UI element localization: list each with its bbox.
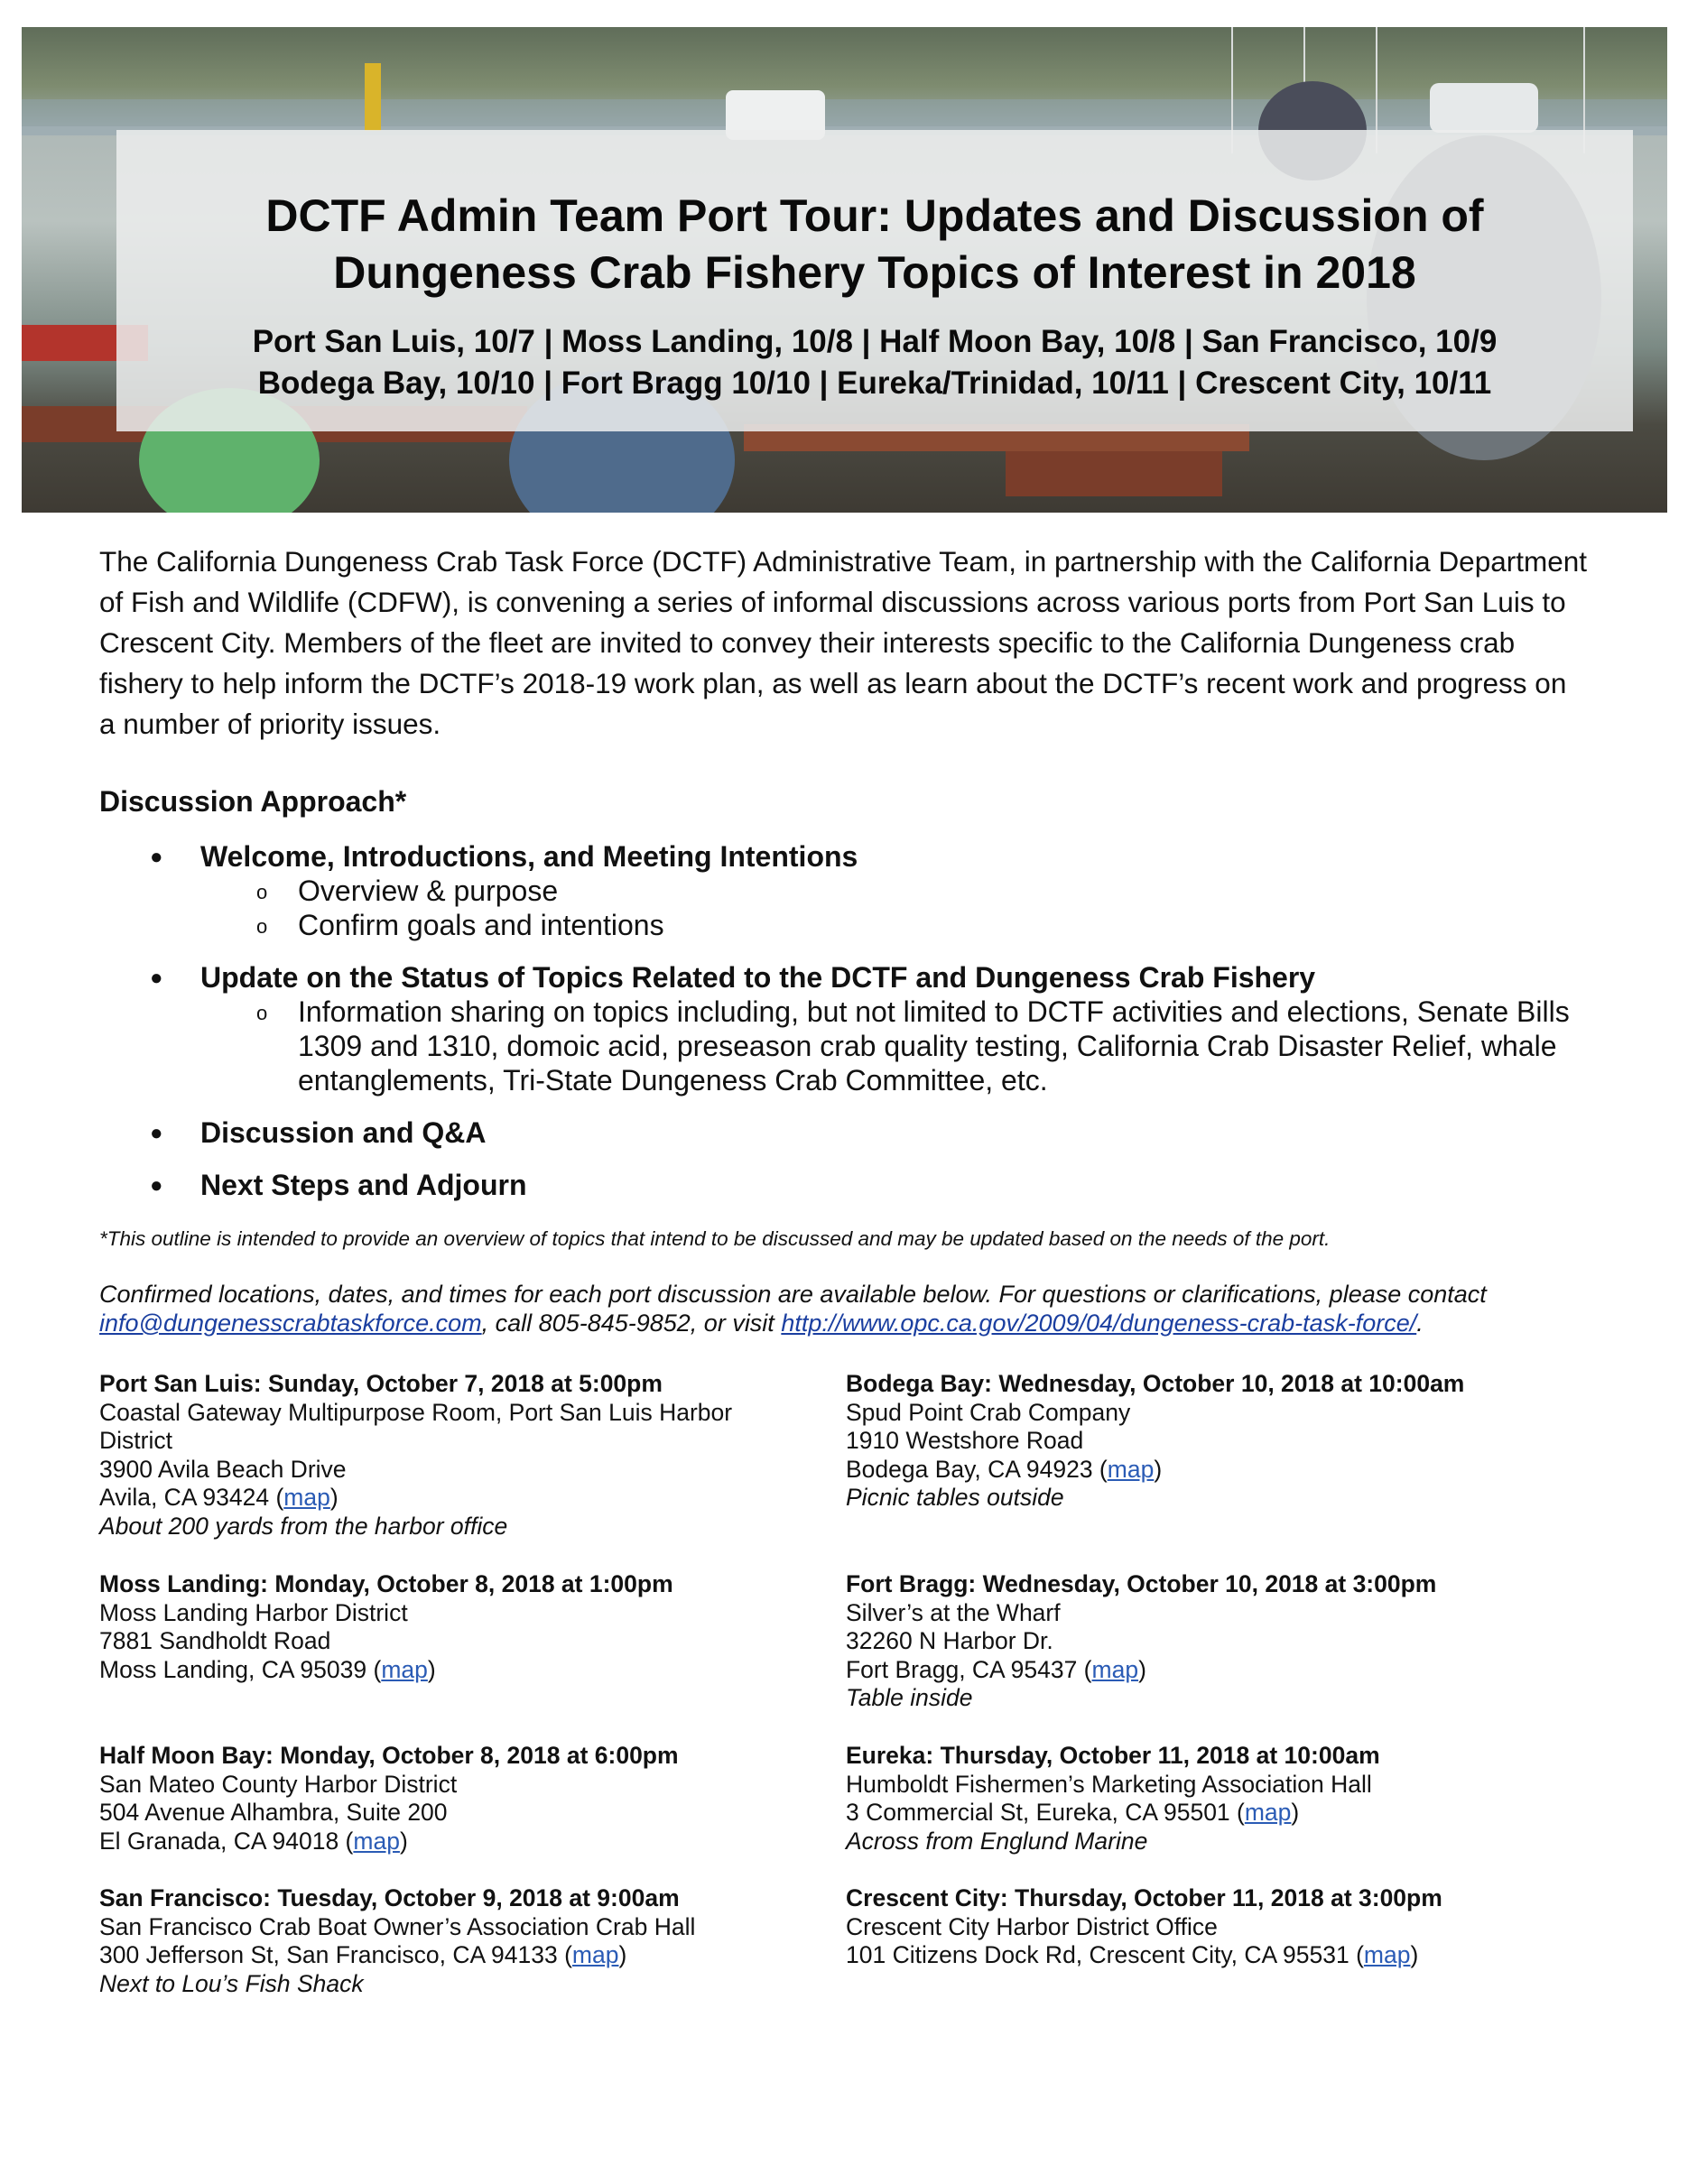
location-port-san-luis — [99, 1370, 803, 1541]
location-note: Picnic tables outside — [846, 1484, 1064, 1511]
location-line: 3900 Avila Beach Drive — [99, 1455, 347, 1483]
circle-bullet-icon: o — [256, 1002, 268, 1024]
agenda-item — [99, 1115, 1589, 1150]
agenda-subitem — [200, 908, 1589, 942]
address-text: 300 Jefferson St, San Francisco, CA 94133 ( — [99, 1941, 572, 1968]
location-moss-landing — [99, 1570, 803, 1684]
agenda-item — [99, 839, 1589, 942]
address-text: 101 Citizens Dock Rd, Crescent City, CA 95531 ( — [846, 1941, 1364, 1968]
location-heading: Port San Luis: Sunday, October 7, 2018 at 5:00pm — [99, 1370, 663, 1397]
title-line-1: DCTF Admin Team Port Tour: Updates and Discussion of — [265, 190, 1484, 241]
map-link[interactable]: map — [1244, 1799, 1292, 1826]
agenda-item — [99, 960, 1589, 1097]
map-link[interactable]: map — [381, 1655, 428, 1683]
location-note: Next to Lou’s Fish Shack — [99, 1969, 364, 1997]
agenda-subitem-text: Overview & purpose — [298, 875, 559, 907]
agenda-item-label: Next Steps and Adjourn — [200, 1169, 527, 1201]
bullet-icon: ● — [150, 966, 163, 990]
location-line: San Francisco Crab Boat Owner’s Association Crab Hall — [99, 1912, 696, 1940]
address-text: Moss Landing, CA 95039 ( — [99, 1655, 382, 1683]
location-line: Silver’s at the Wharf — [846, 1598, 1061, 1626]
bullet-icon: ● — [150, 1121, 163, 1145]
address-text: ) — [618, 1941, 627, 1968]
header-banner-photo — [22, 27, 1667, 513]
agenda-subitem — [200, 995, 1589, 1097]
location-heading: Moss Landing: Monday, October 8, 2018 at 1:00pm — [99, 1570, 673, 1597]
location-address-line — [99, 1656, 803, 1685]
circle-bullet-icon: o — [256, 881, 268, 903]
title-overlay-box — [116, 130, 1633, 431]
agenda-sublist — [200, 995, 1589, 1097]
address-text: ) — [427, 1655, 436, 1683]
contact-text: Confirmed locations, dates, and times for each port discussion are available below. For questions or clarifications, please contact — [99, 1281, 1487, 1308]
bullet-icon: ● — [150, 845, 163, 869]
agenda-sublist — [200, 874, 1589, 942]
location-address-line — [99, 1484, 803, 1513]
location-address-line — [99, 1828, 803, 1856]
location-note: Across from Englund Marine — [846, 1827, 1148, 1855]
location-heading: Half Moon Bay: Monday, October 8, 2018 at 6:00pm — [99, 1742, 679, 1769]
agenda-list — [99, 839, 1589, 1220]
location-half-moon-bay — [99, 1742, 803, 1855]
agenda-item-label: Update on the Status of Topics Related to the DCTF and Dungeness Crab Fishery — [200, 961, 1316, 994]
location-address-line — [846, 1941, 1550, 1970]
location-bodega-bay — [846, 1370, 1550, 1513]
outline-footnote: *This outline is intended to provide an overview of topics that intend to be discussed and may be updated based on the needs of the port. — [99, 1227, 1331, 1250]
address-text: 3 Commercial St, Eureka, CA 95501 ( — [846, 1799, 1245, 1826]
agenda-subitem — [200, 874, 1589, 908]
address-text: ) — [329, 1484, 339, 1511]
bullet-icon: ● — [150, 1173, 163, 1198]
agenda-item-label: Discussion and Q&A — [200, 1116, 487, 1149]
document-title — [116, 188, 1633, 301]
location-line: 7881 Sandholdt Road — [99, 1627, 331, 1654]
location-line: Crescent City Harbor District Office — [846, 1912, 1218, 1940]
location-line: Spud Point Crab Company — [846, 1398, 1131, 1426]
contact-text: . — [1416, 1309, 1424, 1337]
address-text: El Granada, CA 94018 ( — [99, 1827, 354, 1855]
location-eureka — [846, 1742, 1550, 1855]
location-heading: San Francisco: Tuesday, October 9, 2018 at 9:00am — [99, 1884, 680, 1911]
address-text: ) — [399, 1827, 408, 1855]
location-address-line — [846, 1656, 1550, 1685]
map-link[interactable]: map — [353, 1827, 400, 1855]
location-heading: Eureka: Thursday, October 11, 2018 at 10:00am — [846, 1742, 1380, 1769]
port-dates-line-2: Bodega Bay, 10/10 | Fort Bragg 10/10 | Eureka/Trinidad, 10/11 | Crescent City, 10/11 — [257, 366, 1492, 401]
address-text: Bodega Bay, CA 94923 ( — [846, 1455, 1108, 1483]
email-link[interactable]: info@dungenesscrabtaskforce.com — [99, 1309, 482, 1337]
map-link[interactable]: map — [571, 1941, 619, 1968]
website-link[interactable]: http://www.opc.ca.gov/2009/04/dungeness-crab-task-force/ — [781, 1309, 1417, 1337]
agenda-item — [99, 1168, 1589, 1202]
map-link[interactable]: map — [1107, 1455, 1155, 1483]
location-address-line — [846, 1456, 1550, 1485]
banner-crane — [365, 63, 381, 131]
location-line: Moss Landing Harbor District — [99, 1598, 408, 1626]
location-san-francisco — [99, 1884, 803, 1998]
map-link[interactable]: map — [283, 1484, 330, 1511]
map-link[interactable]: map — [1363, 1941, 1411, 1968]
address-text: ) — [1154, 1455, 1163, 1483]
address-text: ) — [1410, 1941, 1419, 1968]
title-line-2: Dungeness Crab Fishery Topics of Interest in 2018 — [333, 247, 1416, 298]
location-heading: Bodega Bay: Wednesday, October 10, 2018 at 10:00am — [846, 1370, 1465, 1397]
location-heading: Crescent City: Thursday, October 11, 2018 at 3:00pm — [846, 1884, 1442, 1911]
location-address-line — [846, 1799, 1550, 1828]
location-note: Table inside — [846, 1684, 973, 1711]
address-text: ) — [1138, 1655, 1146, 1683]
intro-paragraph: The California Dungeness Crab Task Force (DCTF) Administrative Team, in partnership with the California Department of Fish and Wildlife (CDFW), is convening a series of informal discussions across various ports from Port San Luis to Crescent City. Members of the fleet are invited to convey their interests specific to the California Dungeness crab fishery to help inform the DCTF’s 2018-19 work plan, as well as learn about the DCTF’s recent work and progress on a number of priority issues. — [99, 545, 1588, 740]
port-dates-line-1: Port San Luis, 10/7 | Moss Landing, 10/8 | Half Moon Bay, 10/8 | San Francisco, 10/9 — [252, 324, 1498, 359]
location-line: 504 Avenue Alhambra, Suite 200 — [99, 1799, 448, 1826]
contact-text: , call 805-845-9852, or visit — [481, 1309, 782, 1337]
location-heading: Fort Bragg: Wednesday, October 10, 2018 at 3:00pm — [846, 1570, 1437, 1597]
address-text: Avila, CA 93424 ( — [99, 1484, 284, 1511]
address-text: ) — [1291, 1799, 1300, 1826]
circle-bullet-icon: o — [256, 915, 268, 938]
location-line: District — [99, 1427, 172, 1454]
banner-car — [1430, 83, 1538, 133]
banner-bench — [1006, 451, 1222, 496]
location-crescent-city — [846, 1884, 1550, 1970]
map-link[interactable]: map — [1091, 1655, 1139, 1683]
location-line: Humboldt Fishermen’s Marketing Association Hall — [846, 1770, 1372, 1798]
address-text: Fort Bragg, CA 95437 ( — [846, 1655, 1092, 1683]
location-line: San Mateo County Harbor District — [99, 1770, 458, 1798]
location-fort-bragg — [846, 1570, 1550, 1713]
agenda-subitem-text: Information sharing on topics including, but not limited to DCTF activities and elections, Senate Bills 1309 and 1310, domoic acid, preseason crab quality testing, California Crab Disaster Relief, whale entanglements, Tri-State Dungeness Crab Committee, etc. — [298, 995, 1570, 1097]
contact-paragraph — [99, 1280, 1616, 1337]
location-note: About 200 yards from the harbor office — [99, 1512, 508, 1540]
location-line: 1910 Westshore Road — [846, 1427, 1084, 1454]
discussion-approach-heading: Discussion Approach* — [99, 785, 407, 818]
location-line: 32260 N Harbor Dr. — [846, 1627, 1053, 1654]
port-dates-list — [116, 321, 1633, 404]
location-line: Coastal Gateway Multipurpose Room, Port San Luis Harbor — [99, 1398, 733, 1426]
agenda-item-label: Welcome, Introductions, and Meeting Intentions — [200, 840, 858, 873]
agenda-subitem-text: Confirm goals and intentions — [298, 909, 664, 941]
location-address-line — [99, 1941, 803, 1970]
